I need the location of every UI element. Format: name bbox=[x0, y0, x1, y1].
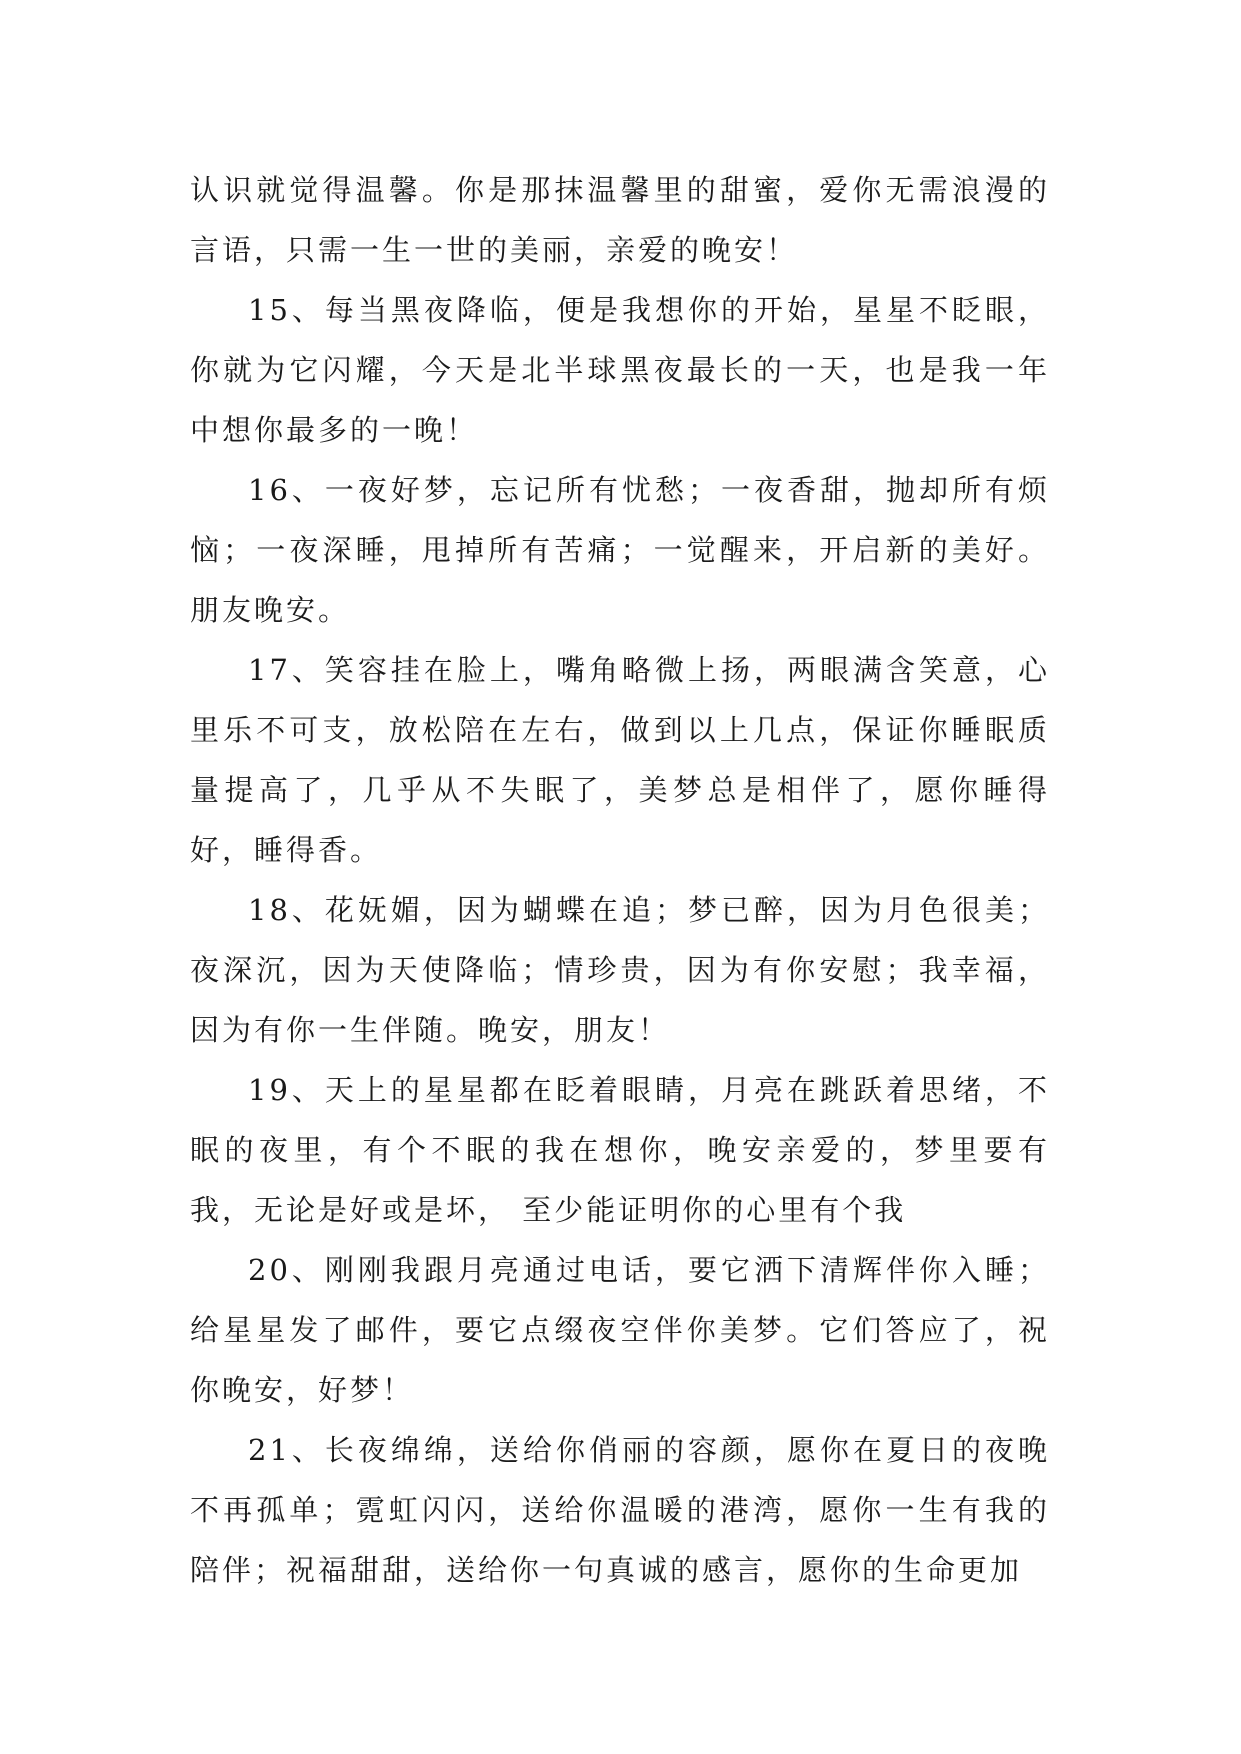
paragraph-21: 21、长夜绵绵，送给你俏丽的容颜，愿你在夏日的夜晚不再孤单；霓虹闪闪，送给你温暖的港湾，愿你一生有我的陪伴；祝福甜甜，送给你一句真诚的感言，愿你的生命更加 bbox=[190, 1433, 1050, 1587]
paragraph-20: 20、刚刚我跟月亮通过电话，要它洒下清辉伴你入睡；给星星发了邮件，要它点缀夜空伴你美梦。它们答应了，祝你晚安，好梦！ bbox=[190, 1253, 1050, 1407]
paragraph-18: 18、花妩媚，因为蝴蝶在追；梦已醉，因为月色很美；夜深沉，因为天使降临；情珍贵，因为有你安慰；我幸福，因为有你一生伴随。晚安，朋友！ bbox=[190, 893, 1050, 1047]
paragraph-17: 17、笑容挂在脸上，嘴角略微上扬，两眼满含笑意，心里乐不可支，放松陪在左右，做到以上几点，保证你睡眠质量提高了，几乎从不失眠了，美梦总是相伴了，愿你睡得好，睡得香。 bbox=[190, 653, 1050, 867]
document-body bbox=[190, 160, 1050, 1600]
paragraph-15: 15、每当黑夜降临，便是我想你的开始，星星不眨眼，你就为它闪耀，今天是北半球黑夜最长的一天，也是我一年中想你最多的一晚！ bbox=[190, 293, 1050, 447]
paragraph-19: 19、天上的星星都在眨着眼睛，月亮在跳跃着思绪，不眠的夜里，有个不眠的我在想你，晚安亲爱的，梦里要有我，无论是好或是坏， 至少能证明你的心里有个我 bbox=[190, 1073, 1050, 1227]
paragraph-16: 16、一夜好梦，忘记所有忧愁；一夜香甜，抛却所有烦恼；一夜深睡，甩掉所有苦痛；一觉醒来，开启新的美好。朋友晚安。 bbox=[190, 473, 1050, 627]
paragraph-14-continued: 认识就觉得温馨。你是那抹温馨里的甜蜜，爱你无需浪漫的言语，只需一生一世的美丽，亲爱的晚安！ bbox=[190, 173, 1050, 267]
